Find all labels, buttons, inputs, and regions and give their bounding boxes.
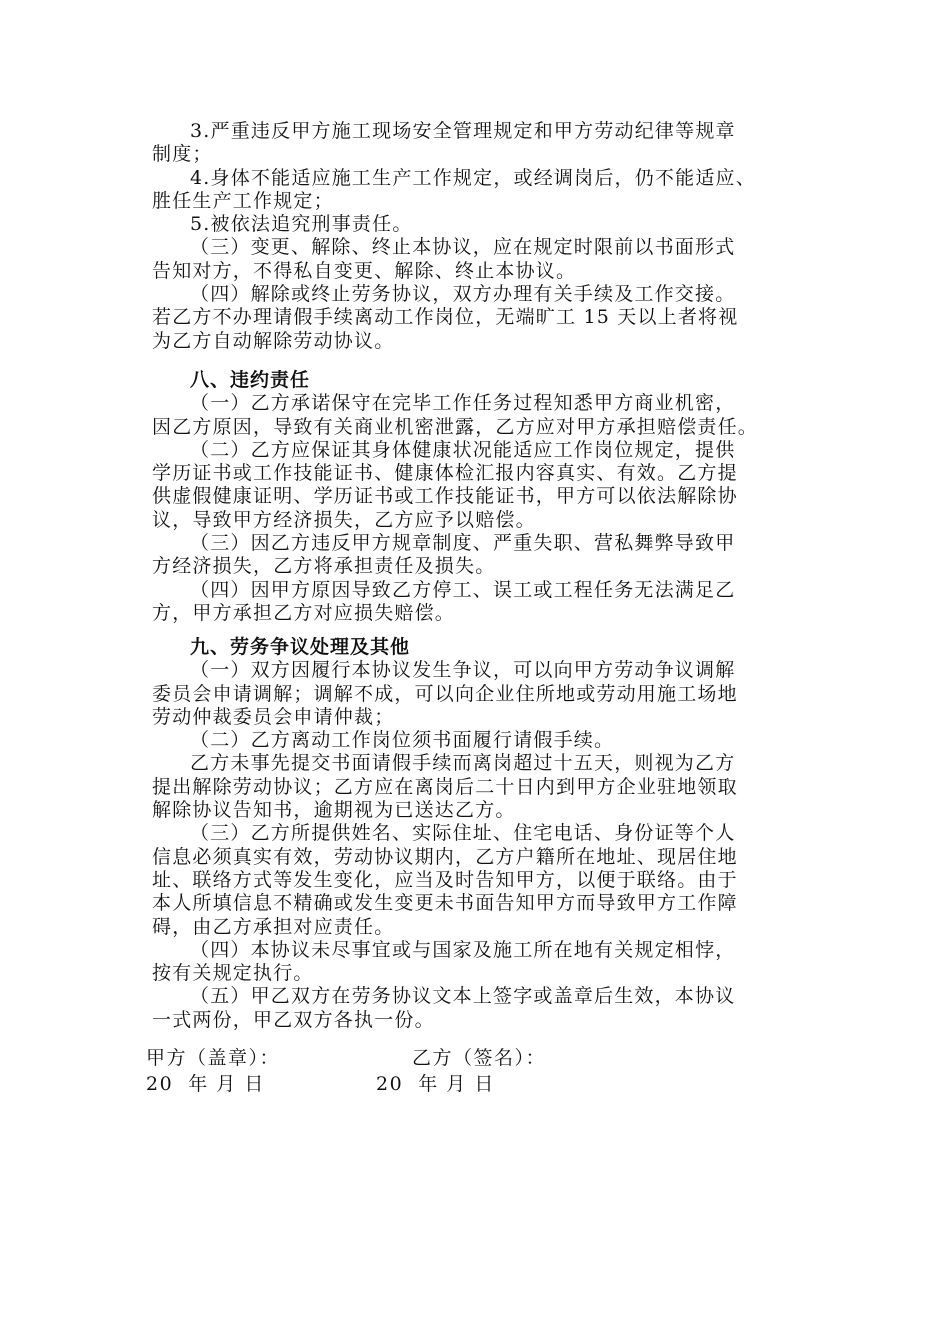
paragraph-line: 因乙方原因，导致有关商业机密泄露，乙方应对甲方承担赔偿责任。 — [152, 415, 759, 438]
section-9-heading: 九、劳务争议处理及其他 — [190, 636, 411, 658]
section-8-heading: 八、违约责任 — [190, 369, 311, 391]
party-b-label: 乙方（签名）： — [412, 1047, 547, 1069]
paragraph-line: （四）解除或终止劳务协议，双方办理有关手续及工作交接。 — [190, 283, 736, 306]
paragraph-line: 乙方未事先提交书面请假手续而离岗超过十五天，则视为乙方 — [190, 752, 736, 775]
section-8-breach-liability — [152, 369, 812, 625]
party-a-date: 20 年 月 日 — [146, 1073, 265, 1095]
paragraph-line: 学历证书或工作技能证书、健康体检汇报内容真实、有效。乙方提 — [152, 462, 738, 485]
paragraph-line: （四）本协议未尽事宜或与国家及施工所在地有关规定相悖， — [190, 938, 736, 961]
paragraph-line: 为乙方自动解除劳动协议。 — [152, 329, 395, 352]
paragraph-line: 胜任生产工作规定； — [152, 189, 334, 212]
section-7-continuation — [152, 120, 812, 353]
paragraph-line: 议，导致甲方经济损失，乙方应予以赔偿。 — [152, 508, 536, 531]
paragraph-line: 碍，由乙方承担对应责任。 — [152, 915, 395, 938]
paragraph-line: 址、联络方式等发生变化，应当及时告知甲方，以便于联络。由于 — [152, 868, 738, 891]
paragraph-line: （二）乙方离动工作岗位须书面履行请假手续。 — [190, 729, 615, 752]
paragraph-line: （五）甲乙双方在劳务协议文本上签字或盖章后生效，本协议 — [190, 985, 736, 1008]
party-a-label: 甲方（盖章）： — [146, 1047, 281, 1069]
paragraph-line: （四）因甲方原因导致乙方停工、误工或工程任务无法满足乙 — [190, 578, 736, 601]
paragraph-line: 按有关规定执行。 — [152, 962, 314, 985]
paragraph-line: 劳动仲裁委员会申请仲裁； — [152, 705, 395, 728]
paragraph-line: （三）因乙方违反甲方规章制度、严重失职、营私舞弊导致甲 — [190, 532, 736, 555]
paragraph-line: 信息必须真实有效，劳动协议期内，乙方户籍所在地址、现居住地 — [152, 845, 738, 868]
paragraph-line: 方，甲方承担乙方对应损失赔偿。 — [152, 601, 456, 624]
paragraph-line: 一式两份，甲乙双方各执一份。 — [152, 1008, 435, 1031]
paragraph-line: 5.被依法追究刑事责任。 — [190, 213, 413, 236]
paragraph-line: 方经济损失，乙方将承担责任及损失。 — [152, 555, 496, 578]
paragraph-line: 解除协议告知书，逾期视为已送达乙方。 — [152, 799, 516, 822]
paragraph-line: 告知对方，不得私自变更、解除、终止本协议。 — [152, 259, 577, 282]
paragraph-line: （三）变更、解除、终止本协议，应在规定时限前以书面形式 — [190, 236, 736, 259]
paragraph-line: （三）乙方所提供姓名、实际住址、住宅电话、身份证等个人 — [190, 822, 736, 845]
paragraph-line: 本人所填信息不精确或发生变更未书面告知甲方而导致甲方工作障 — [152, 892, 738, 915]
paragraph-line: 提出解除劳动协议；乙方应在离岗后二十日内到甲方企业驻地领取 — [152, 775, 738, 798]
paragraph-line: 委员会申请调解；调解不成，可以向企业住所地或劳动用施工场地 — [152, 682, 738, 705]
paragraph-line: 3.严重违反甲方施工现场安全管理规定和甲方劳动纪律等规章 — [190, 120, 736, 142]
paragraph-line: 4.身体不能适应施工生产工作规定，或经调岗后，仍不能适应、 — [190, 166, 756, 189]
paragraph-line: （一）乙方承诺保守在完毕工作任务过程知悉甲方商业机密， — [190, 392, 736, 415]
paragraph-line: 若乙方不办理请假手续离动工作岗位，无端旷工 15 天以上者将视 — [152, 306, 739, 329]
section-9-dispute-resolution — [152, 636, 812, 1032]
paragraph-line: 供虚假健康证明、学历证书或工作技能证书，甲方可以依法解除协 — [152, 485, 738, 508]
party-b-date: 20 年 月 日 — [376, 1073, 495, 1095]
paragraph-line: 制度； — [152, 143, 213, 166]
paragraph-line: （一）双方因履行本协议发生争议，可以向甲方劳动争议调解 — [190, 659, 736, 682]
paragraph-line: （二）乙方应保证其身体健康状况能适应工作岗位规定，提供 — [190, 438, 736, 461]
